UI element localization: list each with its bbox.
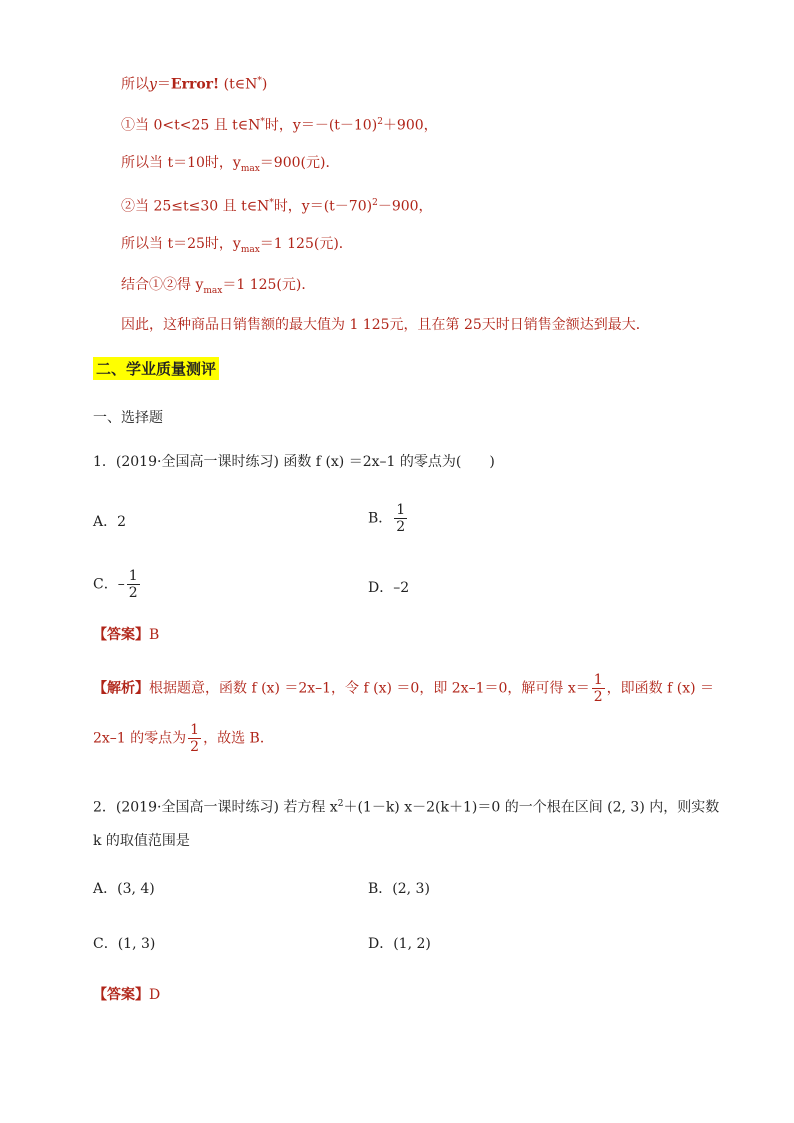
text: 2 [372,198,378,208]
solution-combine [121,276,315,300]
solution-max-2 [121,235,353,259]
text: ②当 25≤t≤30 且 t∈N [121,198,270,215]
text: 根据题意，函数 f (x) ＝2x–1，令 f (x) ＝0，即 2x–1＝0，解可得 x＝ [149,680,590,697]
text: 所以当 t＝10时，y [121,155,241,171]
text: C．– [93,576,125,593]
text: ，即函数 f (x) ＝ [606,680,715,697]
numerator: 1 [396,502,406,518]
solution-case-2 [121,194,433,216]
text: 2．(2019·全国高一课时练习) 若方程 x [93,799,338,816]
section-title: 二、学业质量测评 [93,357,219,380]
q1-option-b [368,502,409,535]
q1-option-d: D．–2 [368,580,410,596]
q2-answer [93,986,160,1004]
answer-tag: 【答案】 [93,987,149,1003]
q1-analysis-line-1 [93,672,714,705]
solution-conclusion: 因此，这种商品日销售额的最大值为 1 125元，且在第 25天时日销售金额达到最大． [121,317,650,333]
q2-option-d: D．(1, 2) [368,936,431,952]
question-2-stem-line-2: k 的取值范围是 [93,833,190,849]
fraction [394,502,407,535]
text: ＝1 125(元)． [259,236,353,252]
text: (t∈N [223,76,258,93]
q1-analysis-line-2 [93,722,274,755]
fraction [127,568,140,601]
text: 结合①②得 y [121,277,204,293]
text: max [203,285,223,296]
text: ，故选 B． [203,730,274,747]
text: 2 [377,117,383,127]
solution-line-1 [121,72,267,94]
analysis-tag: 【解析】 [93,680,149,697]
q1-option-a: A．2 [93,514,127,530]
text: 2x–1 的零点为 [93,730,187,747]
text: ①当 0<t<25 且 t∈N [121,117,261,134]
q2-option-b: B．(2, 3) [368,881,430,897]
text: ＝1 125(元)． [222,277,316,293]
text: ＝900(元)． [259,155,340,171]
text: ＋(1－k) x－2(k＋1)＝0 的一个根在区间 (2, 3) 内，则实数 [343,799,720,816]
text: * [257,76,262,86]
numerator: 1 [593,672,603,688]
question-1-stem: 1．(2019·全国高一课时练习) 函数 f (x) ＝2x–1 的零点为( ) [93,454,495,470]
text: 所以 [121,76,149,93]
denominator: 2 [396,519,406,535]
text: max [240,244,260,255]
denominator: 2 [190,739,200,755]
text: 2 [337,799,344,809]
answer-value: B [149,627,160,643]
text: ＝ [156,76,171,93]
error-text: Error! [170,76,220,93]
question-2-stem-line-1 [93,795,719,817]
text: 时，y＝(t－70) [273,198,373,215]
solution-max-1 [121,154,339,178]
text: B． [368,510,393,527]
text: ) [261,76,268,93]
fraction [592,672,605,705]
q2-option-c: C．(1, 3) [93,936,156,952]
answer-value: D [149,987,161,1003]
q2-option-a: A．(3, 4) [93,881,155,897]
answer-tag: 【答案】 [93,627,149,643]
solution-case-1 [121,113,438,135]
text: * [260,117,265,127]
fraction [188,722,201,755]
denominator: 2 [593,689,603,705]
text: 时，y＝－(t－10) [264,117,378,134]
text: * [269,198,274,208]
q1-option-c [93,568,142,601]
text: 所以当 t＝25时，y [121,236,241,252]
denominator: 2 [128,585,138,601]
numerator: 1 [128,568,138,584]
text: y [149,76,157,93]
text: －900， [377,198,433,215]
subsection-title: 一、选择题 [93,410,163,426]
text: ＋900， [382,117,438,134]
q1-answer [93,626,159,644]
numerator: 1 [190,722,200,738]
text: max [240,163,260,174]
